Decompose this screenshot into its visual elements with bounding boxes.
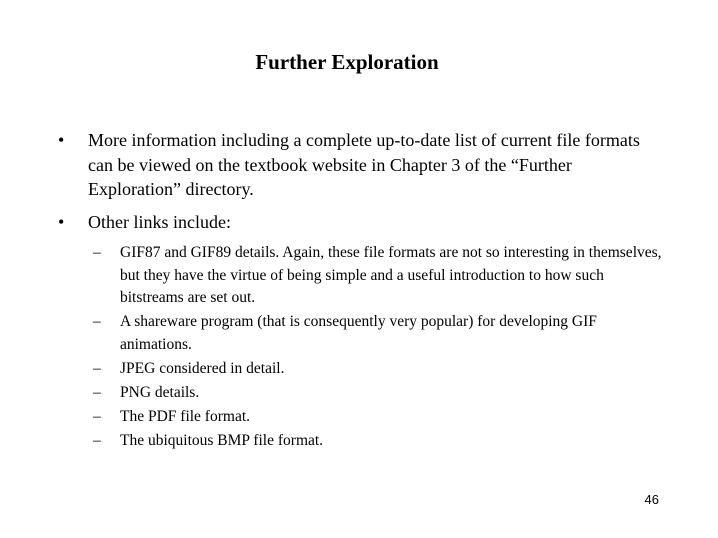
sub-bullet-text: A shareware program (that is consequently very popular) for developing GIF animations. [120, 313, 597, 353]
sub-bullet-item [93, 358, 665, 381]
sub-bullet-item [93, 242, 665, 310]
slide-title: Further Exploration [255, 50, 439, 74]
dash-icon: – [93, 313, 101, 330]
sub-bullet-item [93, 382, 665, 405]
page-number: 46 [644, 492, 659, 507]
bullet-text: Other links include: [88, 211, 231, 232]
bullet-item [58, 210, 662, 453]
dash-icon: – [93, 383, 101, 401]
sub-bullet-item [93, 311, 665, 356]
dash-icon: – [93, 431, 101, 449]
sub-bullet-text: GIF87 and GIF89 details. Again, these file formats are not so interesting in themselves, but they have the virtue of being simple and a useful introduction to how such bitstreams are set out. [120, 244, 662, 306]
dash-icon: – [93, 407, 101, 425]
dash-icon: – [93, 359, 101, 377]
dash-icon: – [93, 244, 101, 261]
sub-bullet-item [93, 430, 665, 453]
sub-bullet-list [93, 242, 662, 452]
sub-bullet-text: The PDF file format. [120, 407, 251, 425]
sub-bullet-text: The ubiquitous BMP file format. [120, 431, 324, 449]
sub-bullet-item [93, 406, 665, 429]
bullet-list [58, 128, 662, 460]
sub-bullet-text: PNG details. [120, 383, 200, 401]
bullet-icon: • [58, 130, 65, 150]
sub-bullet-text: JPEG considered in detail. [120, 359, 285, 377]
bullet-icon: • [58, 211, 65, 232]
bullet-text: More information including a complete up-to-date list of current file formats can be viewed on the textbook website in Chapter 3 of the “Further Exploration” directory. [88, 130, 640, 199]
bullet-item [58, 128, 658, 202]
